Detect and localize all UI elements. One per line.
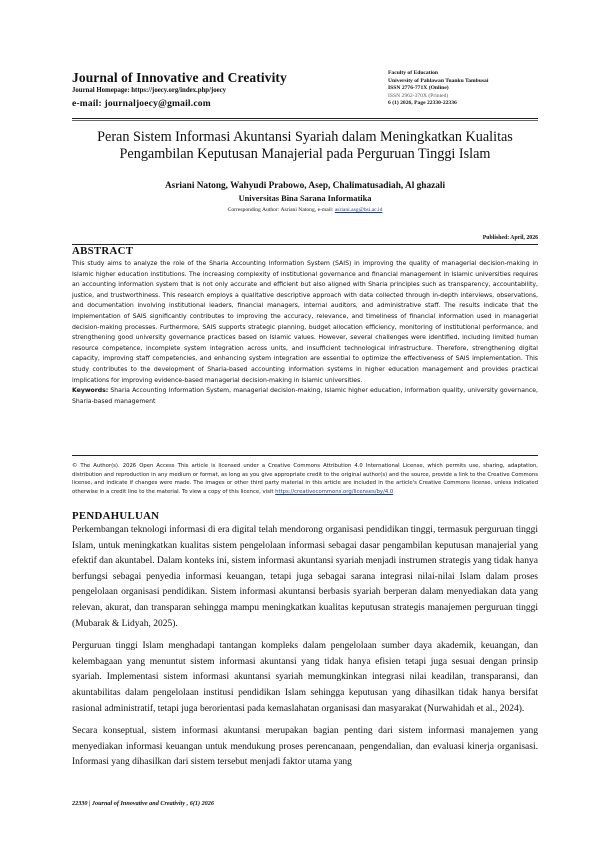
abstract-body [72, 259, 538, 407]
corresponding-author [72, 207, 538, 213]
abstract-bottom-divider [72, 455, 538, 456]
corresponding-label: Corresponding Author: Asriani Natong, e-mail: [227, 207, 334, 213]
body-paragraph: Secara konseptual, sistem informasi akuntansi merupakan bagian penting dari sistem informasi manajemen yang menyediakan informasi keuangan untuk mendukung proses perencanaan, pengendalian, dan evaluasi kinerja organisasi. Informasi yang dihasilkan dari sistem tersebut menjadi faktor utama yang [72, 726, 538, 768]
journal-homepage[interactable]: Journal Homepage: https://joecy.org/index.php/joecy [72, 87, 227, 94]
issn-online: ISSN 2776-771X (Online) [388, 85, 449, 92]
keywords-list: Sharia Accounting Information System, managerial decision-making, Islamic higher education, information quality, university governance, Sharia-based management [72, 387, 538, 405]
university-name: University of Pahlawan Tuanku Tambusai [388, 77, 489, 84]
license-text: © The Author(s). 2026 Open Access This article is licensed under a Creative Commons Attribution 4.0 International License, which permits use, sharing, adaptation, distribution and reproduction in any medium or format, as long as you give appropriate credit to the original author(s) and the source, provide a link to the Creative Commons license, and indicate if changes were made. The images or other third party material in this article are included in the article's Creative Commons license, unless indicated otherwise in a credit line to the material. To view a copy of this licence, visit [72, 463, 538, 495]
keywords [72, 386, 538, 407]
keywords-label: Keywords: [72, 387, 109, 395]
header-divider-thin [72, 120, 538, 121]
journal-publisher-info [388, 70, 538, 108]
faculty-name: Faculty of Education [388, 70, 439, 76]
journal-title: Journal of Innovative and Creativity [72, 70, 287, 85]
abstract-heading: ABSTRACT [72, 245, 134, 257]
introduction-body [72, 523, 538, 778]
section-heading-introduction: PENDAHULUAN [72, 510, 160, 522]
paper-title: Peran Sistem Informasi Akuntansi Syariah dalam Meningkatkan Kualitas Pengambilan Keputusan Manajerial pada Perguruan Tinggi Islam [97, 129, 513, 162]
license-link[interactable]: https://creativecommons.org/licenses/by/4.0 [275, 488, 394, 495]
author-list: Asriani Natong, Wahyudi Prabowo, Asep, Chalimatusadiah, Al ghazali [164, 181, 446, 191]
page-footer: 22330 | Journal of Innovative and Creativity , 6(1) 2026 [72, 800, 214, 807]
journal-email[interactable]: e-mail: journaljoecy@gmail.com [72, 99, 211, 109]
corresponding-email-link[interactable]: asriani.asg@bsi.ac.id [334, 207, 383, 213]
issn-print: ISSN 2962-370X (Printed) [388, 92, 449, 99]
header-divider [72, 118, 538, 119]
license-notice [72, 462, 538, 496]
volume-pages: 6 (1) 2026, Page 22330-22336 [388, 100, 457, 107]
affiliation: Universitas Bina Sarana Informatika [238, 194, 372, 203]
body-paragraph: Perkembangan teknologi informasi di era digital telah mendorong organisasi pendidikan tinggi, termasuk perguruan tinggi Islam, untuk meningkatkan kualitas sistem pengelolaan informasi sebagai dasar pengambilan keputusan manajerial yang efektif dan akuntabel. Dalam konteks ini, sistem informasi akuntansi syariah menjadi instrumen strategis yang tidak hanya berfungsi sebagai penyedia informasi keuangan, tetapi juga sebagai sarana integrasi nilai-nilai Islam dalam proses pengelolaan organisasi pendidikan. Sistem informasi akuntansi berbasis syariah berperan dalam menyediakan data yang relevan, akurat, dan transparan sehingga mampu meningkatkan kualitas keputusan strategis manajemen perguruan tinggi (Mubarak & Lidyah, 2025). [72, 525, 538, 629]
abstract-top-divider [72, 244, 538, 245]
published-date: Published: April, 2026 [482, 235, 538, 241]
abstract-paragraph: This study aims to analyze the role of the Sharia Accounting Information System (SAIS) in improving the quality of managerial decision-making in Islamic higher education institutions. The increasing complexity of institutional governance and financial management in Islamic universities requires an accounting information system that is not only accurate and efficient but also aligned with Sharia principles such as transparency, accountability, justice, and trustworthiness. This research employs a qualitative descriptive approach with data collected through in-depth interviews, observations, and documentation involving institutional leaders, financial managers, internal auditors, and administrative staff. The results indicate that the implementation of SAIS significantly contributes to improving the accuracy, relevance, and timeliness of financial information used in managerial decision-making processes. Furthermore, SAIS supports strategic planning, budget allocation efficiency, monitoring of institutional performance, and strengthening good university governance practices based on Islamic values. However, several challenges were identified, including limited human resource competence, incomplete system integration across units, and insufficient technological infrastructure. Therefore, strengthening digital capacity, improving staff competencies, and enhancing system integration are essential to optimize the effectiveness of SAIS implementation. This study contributes to the development of Sharia-based accounting information systems in higher education management and provides practical implications for improving evidence-based managerial decision-making in Islamic universities. [72, 260, 538, 384]
body-paragraph: Perguruan tinggi Islam menghadapi tantangan kompleks dalam pengelolaan sumber daya akademik, keuangan, dan kelembagaan yang menuntut sistem informasi akuntansi yang tidak hanya efisien tetapi juga sesuai dengan prinsip syariah. Implementasi sistem informasi akuntansi syariah memungkinkan integrasi nilai keadilan, transparansi, dan akuntabilitas dalam pengelolaan institusi pendidikan Islam sehingga keputusan yang dihasilkan tidak hanya bersifat rasional administratif, tetapi juga berorientasi pada kemaslahatan organisasi dan masyarakat (Nurwahidah et al., 2024). [72, 641, 538, 714]
